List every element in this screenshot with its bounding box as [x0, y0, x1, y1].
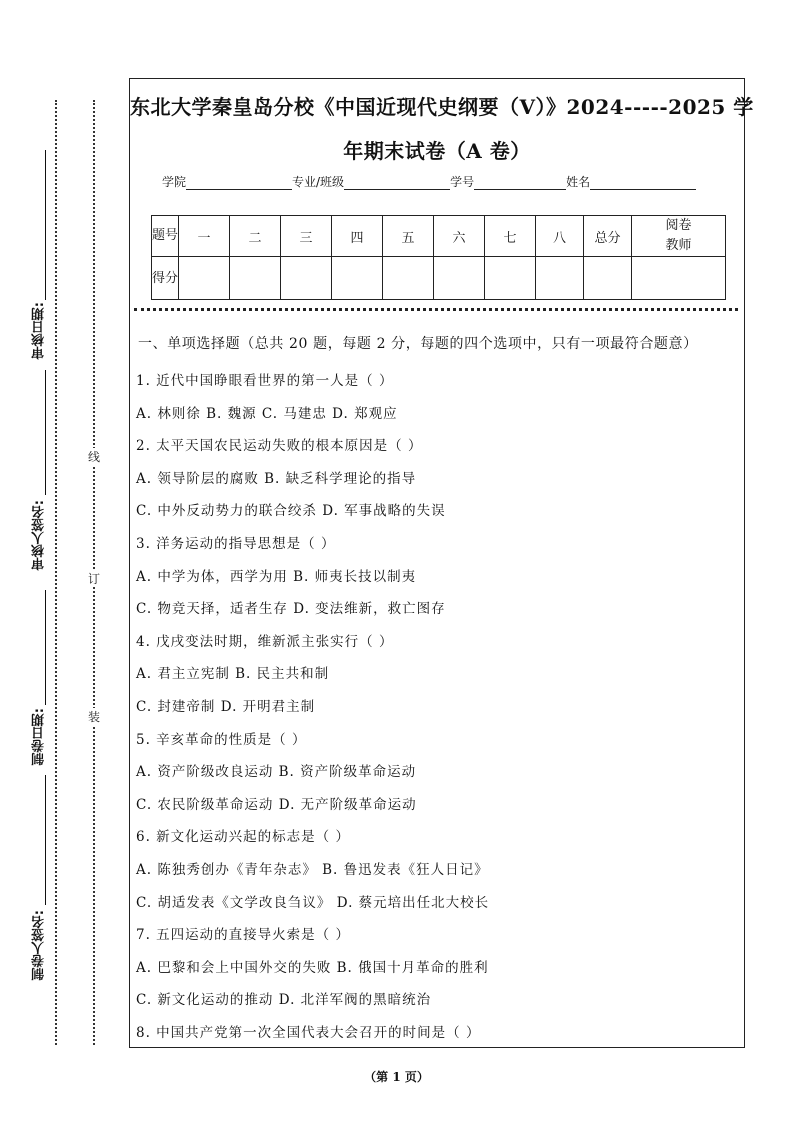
exam-title-line1: 东北大学秦皇岛分校《中国近现代史纲要（V）》2024-----2025 学: [130, 95, 754, 119]
score-table-row1-label: 题号: [152, 216, 179, 257]
score-cell[interactable]: [281, 257, 332, 300]
college-label: 学院: [162, 175, 187, 189]
question-line: 6. 新文化运动兴起的标志是（ ）: [136, 829, 350, 846]
exam-title-line2: 年期末试卷（A 卷）: [343, 139, 531, 163]
student-id-field[interactable]: [474, 177, 566, 190]
score-table-header-row: [152, 216, 726, 257]
score-table: [151, 215, 726, 300]
score-cell[interactable]: [383, 257, 434, 300]
score-col-1: 一: [179, 216, 230, 257]
bind-char-staple: 订: [87, 572, 100, 586]
score-col-grader: 阅卷教师: [632, 216, 726, 257]
preparer-signature-label: 制卷人签名:: [32, 910, 47, 981]
question-line: 7. 五四运动的直接导火索是（ ）: [136, 927, 350, 944]
reviewer-signature-label: 审核人签名:: [32, 500, 47, 571]
question-line: 8. 中国共产党第一次全国代表大会召开的时间是（ ）: [136, 1024, 481, 1041]
bind-char-bind: 装: [87, 710, 100, 724]
review-date-label: 审核日期:: [32, 302, 47, 360]
preparer-signature-line: [45, 775, 46, 905]
question-line: 5. 辛亥革命的性质是（ ）: [136, 731, 307, 748]
score-col-total: 总分: [584, 216, 632, 257]
score-table-score-row: [152, 257, 726, 300]
review-date-line: [45, 150, 46, 300]
option-line: A. 中学为体，西学为用 B. 师夷长技以制夷: [136, 568, 417, 585]
score-cell[interactable]: [536, 257, 584, 300]
prepare-date-line: [45, 590, 46, 705]
page-number: （第 1 页）: [364, 1070, 429, 1084]
exam-frame: [129, 78, 754, 1048]
option-line: C. 封建帝制 D. 开明君主制: [136, 698, 316, 715]
score-col-6: 六: [434, 216, 485, 257]
option-line: A. 领导阶层的腐败 B. 缺乏科学理论的指导: [136, 470, 417, 487]
score-col-3: 三: [281, 216, 332, 257]
score-col-8: 八: [536, 216, 584, 257]
score-col-5: 五: [383, 216, 434, 257]
question-list: [136, 365, 736, 1049]
prepare-date-label: 制卷日期:: [32, 708, 47, 766]
question-line: 2. 太平天国农民运动失败的根本原因是（ ）: [136, 438, 423, 455]
score-cell[interactable]: [332, 257, 383, 300]
option-line: C. 物竞天择，适者生存 D. 变法维新，救亡图存: [136, 601, 446, 618]
score-col-7: 七: [485, 216, 536, 257]
score-cell-grader[interactable]: [632, 257, 726, 300]
section-divider: [134, 308, 738, 311]
student-info-row: [162, 173, 696, 190]
major-class-label: 专业/班级: [292, 175, 345, 189]
score-table-row2-label: 得分: [152, 257, 179, 300]
option-line: A. 资产阶级改良运动 B. 资产阶级革命运动: [136, 764, 417, 781]
option-line: C. 中外反动势力的联合绞杀 D. 军事战略的失误: [136, 503, 446, 520]
question-line: 1. 近代中国睁眼看世界的第一人是（ ）: [136, 373, 394, 389]
option-line: C. 胡适发表《文学改良刍议》 D. 蔡元培出任北大校长: [136, 894, 490, 911]
exam-title: [130, 85, 754, 173]
question-line: 3. 洋务运动的指导思想是（ ）: [136, 535, 336, 552]
score-cell[interactable]: [485, 257, 536, 300]
option-line: A. 君主立宪制 B. 民主共和制: [136, 666, 330, 683]
option-line: C. 新文化运动的推动 D. 北洋军阀的黑暗统治: [136, 992, 432, 1009]
option-line: A. 陈独秀创办《青年杂志》 B. 鲁迅发表《狂人日记》: [136, 861, 489, 878]
score-col-2: 二: [230, 216, 281, 257]
score-cell[interactable]: [179, 257, 230, 300]
major-class-field[interactable]: [344, 177, 450, 190]
reviewer-signature-line: [45, 370, 46, 495]
option-line: A. 林则徐 B. 魏源 C. 马建忠 D. 郑观应: [136, 405, 398, 422]
student-id-label: 学号: [450, 175, 475, 189]
name-field[interactable]: [590, 177, 696, 190]
score-col-4: 四: [332, 216, 383, 257]
binding-dotted-line-outer: [55, 100, 57, 1045]
option-line: C. 农民阶级革命运动 D. 无产阶级革命运动: [136, 796, 417, 813]
name-label: 姓名: [566, 175, 591, 189]
college-field[interactable]: [186, 177, 292, 190]
score-cell-total[interactable]: [584, 257, 632, 300]
score-cell[interactable]: [434, 257, 485, 300]
option-line: A. 巴黎和会上中国外交的失败 B. 俄国十月革命的胜利: [136, 959, 489, 976]
question-line: 4. 戊戌变法时期，维新派主张实行（ ）: [136, 633, 394, 650]
section-heading: 一、单项选择题（总共 20 题，每题 2 分，每题的四个选项中，只有一项最符合题意）: [138, 336, 698, 352]
score-cell[interactable]: [230, 257, 281, 300]
bind-char-line: 线: [87, 450, 100, 464]
